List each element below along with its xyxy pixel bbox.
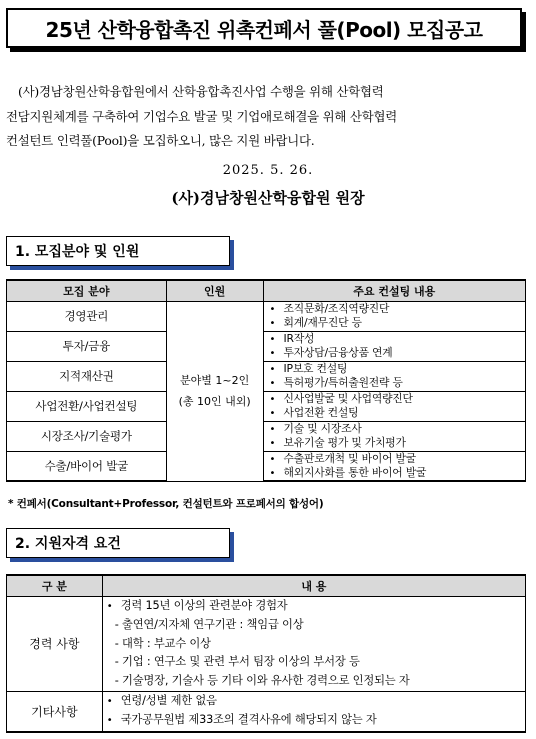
list-item: • 기술 및 시장조사	[270, 422, 525, 436]
intro-line: (사)경남창원산학융합원에서 산학융합촉진사업 수행을 위해 산학협력	[18, 84, 384, 99]
list-item: • 국가공무원법 제33조의 결격사유에 해당되지 않는 자	[107, 711, 525, 731]
sub-item: - 대학 : 부교수 이상	[107, 635, 525, 654]
content-cell	[263, 391, 525, 421]
col-header-content: 주요 컨설팅 내용	[263, 280, 525, 301]
sub-item: - 기술명장, 기술사 등 기타 이와 유사한 경력으로 인정되는 자	[107, 672, 525, 691]
field-cell: 지적재산권	[7, 361, 167, 391]
field-cell: 시장조사/기술평가	[7, 421, 167, 451]
content-cell	[263, 361, 525, 391]
section1-heading: 1. 모집분야 및 인원	[15, 244, 140, 260]
count-cell	[166, 301, 263, 481]
list-item: • 보유기술 평가 및 가치평가	[270, 436, 525, 450]
col-header-count: 인원	[166, 280, 263, 301]
issuer-signature: (사)경남창원산학융합원 원장	[171, 189, 365, 207]
section1-heading-box	[6, 236, 230, 266]
list-item: • 해외지사화를 통한 바이어 발굴	[270, 466, 525, 480]
announcement-title: 25년 산학융합촉진 위촉컨페서 풀(Pool) 모집공고	[45, 17, 483, 42]
content-cell	[263, 331, 525, 361]
footnote: * 컨페서(Consultant+Professor, 컨설턴트와 프로페서의 합성어)	[8, 498, 324, 510]
list-item: • 투자상담/금융상품 연계	[270, 346, 525, 360]
list-item: • IR작성	[270, 332, 525, 346]
table-row	[7, 596, 526, 691]
content-cell	[263, 451, 525, 481]
table-row	[7, 451, 526, 481]
recruitment-table	[6, 279, 526, 482]
col-header-details: 내 용	[102, 575, 525, 596]
count-line: (총 10인 내외)	[178, 395, 251, 408]
table-row	[7, 391, 526, 421]
category-cell: 기타사항	[7, 691, 103, 732]
intro-line: 컨설턴트 인력풀(Pool)을 모집하오니, 많은 지원 바랍니다.	[6, 133, 315, 148]
col-header-category: 구 분	[7, 575, 103, 596]
intro-line: 전담지원체계를 구축하여 기업수요 발굴 및 기업애로해결을 위해 산학협력	[6, 108, 398, 124]
list-item: • 연령/성별 제한 없음	[107, 692, 525, 712]
list-item: • 경력 15년 이상의 관련분야 경험자	[107, 597, 525, 617]
intro-paragraph	[6, 80, 528, 154]
field-cell: 사업전환/사업컨설팅	[7, 391, 167, 421]
section2-heading-box	[6, 528, 230, 558]
table-row	[7, 421, 526, 451]
table-row	[7, 691, 526, 732]
category-cell: 경력 사항	[7, 596, 103, 691]
count-line: 분야별 1~2인	[179, 374, 250, 387]
field-cell: 투자/금융	[7, 331, 167, 361]
details-cell	[102, 691, 525, 732]
details-cell	[102, 596, 525, 691]
field-cell: 수출/바이어 발굴	[7, 451, 167, 481]
sub-item: - 출연연/지자체 연구기관 : 책임급 이상	[107, 616, 525, 635]
list-item: • 회계/재무진단 등	[270, 316, 525, 330]
announcement-date: 2025. 5. 26.	[222, 163, 314, 178]
col-header-field: 모집 분야	[7, 280, 167, 301]
list-item: • 수출판로개척 및 바이어 발굴	[270, 452, 525, 466]
list-item: • IP보호 컨설팅	[270, 362, 525, 376]
field-cell: 경영관리	[7, 301, 167, 331]
qualification-table	[6, 574, 526, 733]
list-item: • 신사업발굴 및 사업역량진단	[270, 392, 525, 406]
sub-item: - 기업 : 연구소 및 관련 부서 팀장 이상의 부서장 등	[107, 653, 525, 672]
announcement-title-box	[6, 8, 522, 48]
table-row	[7, 331, 526, 361]
list-item: • 조직문화/조직역량진단	[270, 302, 525, 316]
list-item: • 특허평가/특허출원전략 등	[270, 376, 525, 390]
list-item: • 사업전환 컨설팅	[270, 406, 525, 420]
table-row	[7, 301, 526, 331]
section2-heading: 2. 지원자격 요건	[15, 536, 121, 552]
content-cell	[263, 301, 525, 331]
content-cell	[263, 421, 525, 451]
table-row	[7, 361, 526, 391]
